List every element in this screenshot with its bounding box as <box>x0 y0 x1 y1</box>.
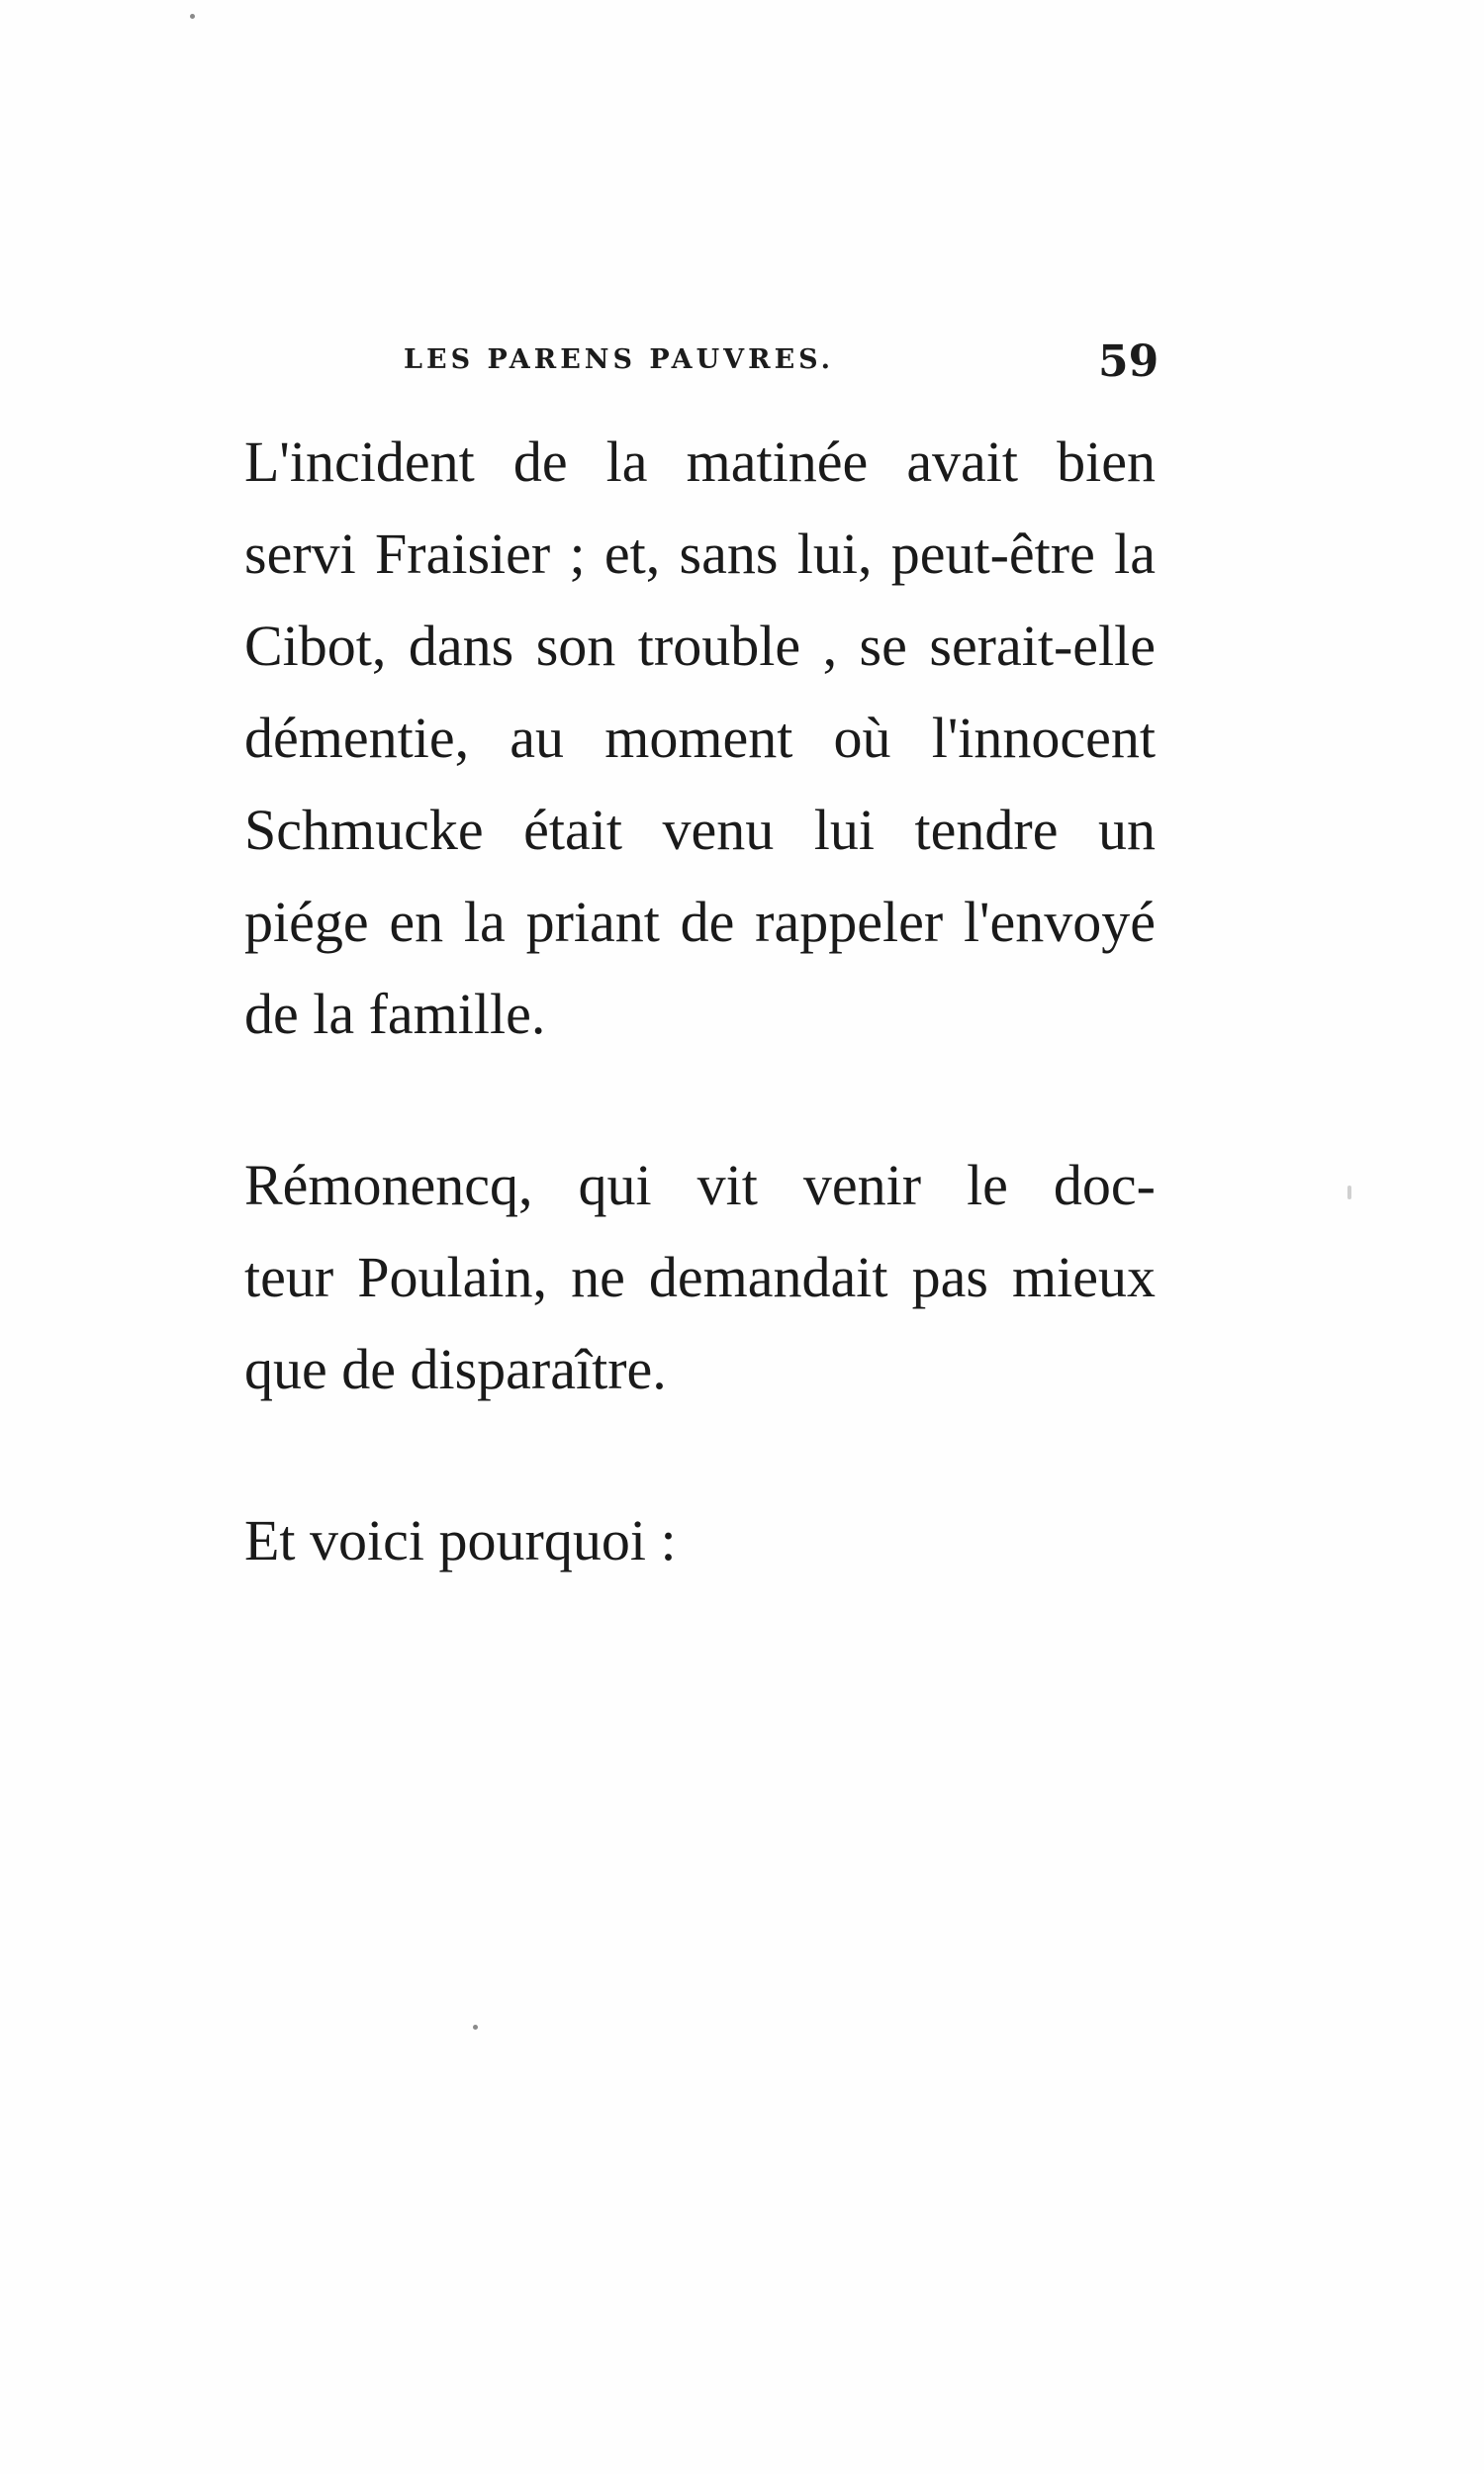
text-line: que de disparaître. <box>244 1337 667 1401</box>
text-line: servi Fraisier ; et, sans lui, peut-être la <box>244 522 1156 586</box>
text-line: L'incident de la matinée avait bien <box>244 429 1156 494</box>
text-line: Schmucke était venu lui tendre un <box>244 798 1156 862</box>
text-line: de la famille. <box>244 982 546 1046</box>
paper-speck <box>473 2025 478 2030</box>
running-title: LES PARENS PAUVRES. <box>404 344 835 375</box>
paper-speck <box>190 14 195 19</box>
text-line: Et voici pourquoi : <box>244 1508 677 1572</box>
page-number: 59 <box>1098 336 1159 387</box>
running-head <box>0 336 1484 396</box>
paragraph-2 <box>181 1139 1156 1415</box>
text-line: Cibot, dans son trouble , se serait-elle <box>244 614 1156 678</box>
paragraph-3 <box>181 1494 1156 1586</box>
paper-speck <box>1347 1186 1351 1199</box>
text-line: démentie, au moment où l'innocent <box>244 706 1156 770</box>
body-text <box>181 416 1156 1586</box>
text-line: teur Poulain, ne demandait pas mieux <box>244 1245 1156 1309</box>
text-line: Rémonencq, qui vit venir le doc- <box>244 1153 1156 1217</box>
paragraph-1 <box>181 416 1156 1060</box>
text-line: piége en la priant de rappeler l'envoyé <box>244 890 1156 954</box>
